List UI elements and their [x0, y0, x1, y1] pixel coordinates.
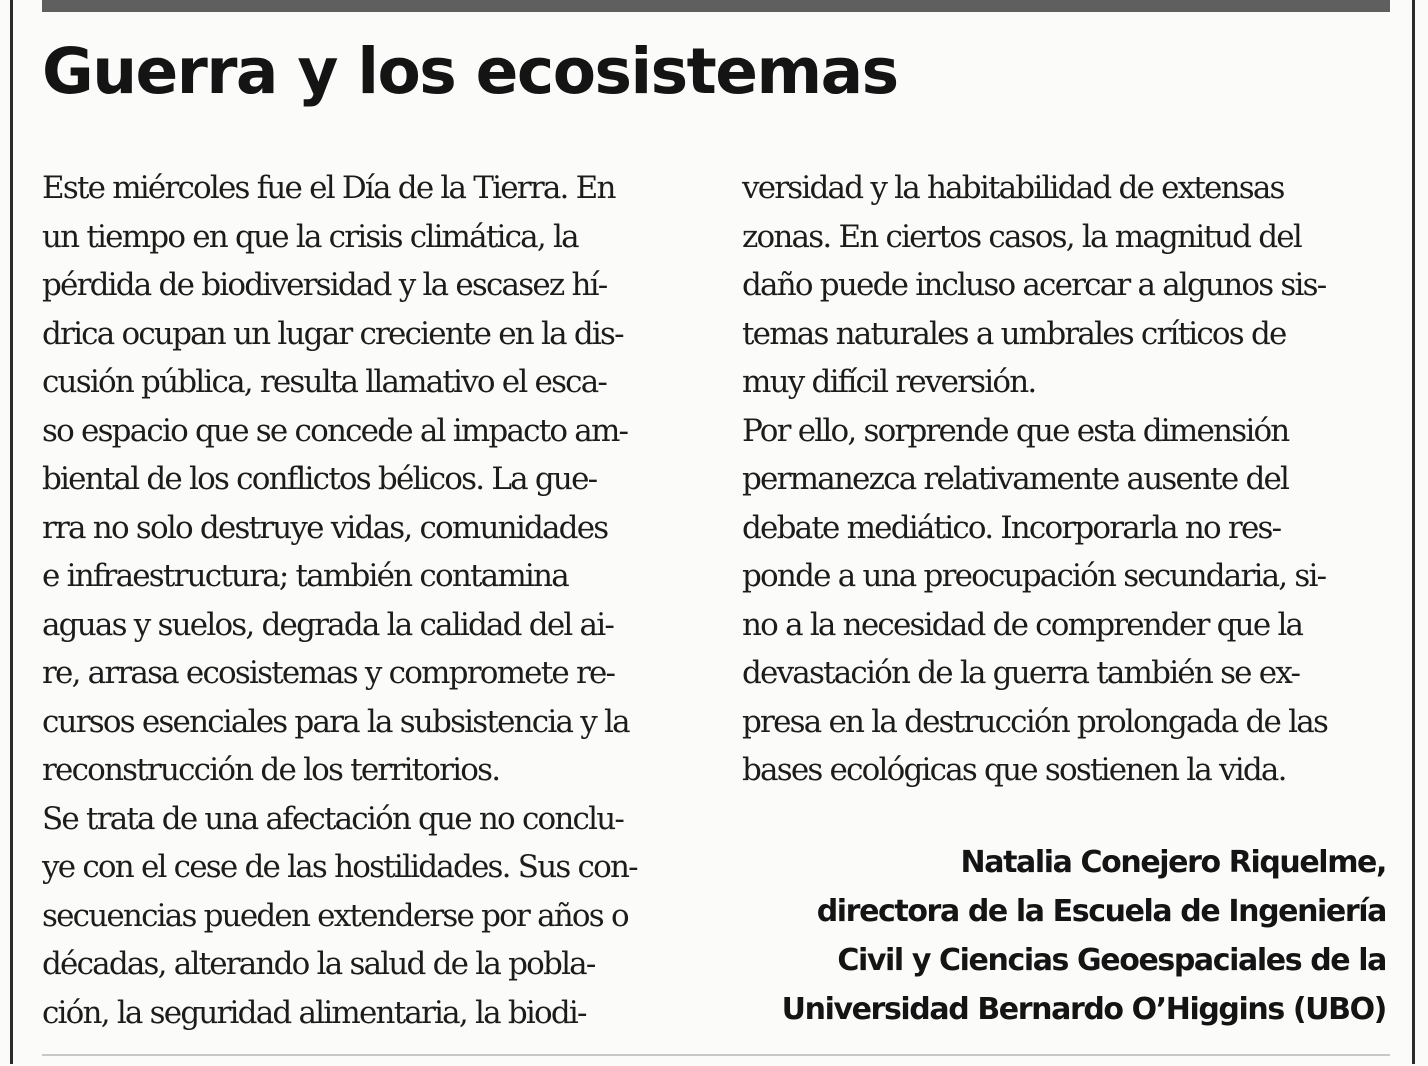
text-line: muy difícil reversión. — [742, 364, 1036, 400]
author-signature — [782, 838, 1386, 1034]
text-line: e infraestructura; también contamina — [42, 558, 568, 594]
author-title: Civil y Ciencias Geoespaciales de la — [837, 943, 1386, 978]
text-line: ción, la seguridad alimentaria, la biodi- — [42, 994, 586, 1031]
article-headline: Guerra y los ecosistemas — [42, 35, 898, 108]
text-line: pérdida de biodiversidad y la escasez hí- — [42, 267, 607, 303]
text-line: Se trata de una afectación que no conclu- — [42, 800, 624, 837]
text-line: cursos esenciales para la subsistencia y la — [42, 703, 629, 740]
text-line: presa en la destrucción prolongada de las — [742, 703, 1328, 740]
text-line: re, arrasa ecosistemas y compromete re- — [42, 655, 615, 691]
text-line: rra no solo destruye vidas, comunidades — [42, 509, 608, 546]
text-line: ye con el cese de las hostilidades. Sus con- — [42, 849, 637, 885]
text-line: temas naturales a umbrales críticos de — [742, 315, 1286, 352]
text-line: secuencias pueden extenderse por años o — [42, 897, 628, 934]
text-line: ponde a una preocupación secundaria, si- — [742, 558, 1326, 594]
text-line: daño puede incluso acercar a algunos sis- — [742, 267, 1326, 303]
text-line: décadas, alterando la salud de la pobla- — [42, 946, 595, 982]
page-border-right — [1412, 0, 1415, 1064]
text-line: aguas y suelos, degrada la calidad del ai- — [42, 606, 614, 643]
text-line: debate mediático. Incorporarla no res- — [742, 509, 1281, 546]
text-line: devastación de la guerra también se ex- — [742, 655, 1300, 691]
text-line: permanezca relativamente ausente del — [742, 461, 1289, 497]
text-line: no a la necesidad de comprender que la — [742, 606, 1303, 643]
article-column-left — [42, 164, 682, 1037]
text-line: reconstrucción de los territorios. — [42, 752, 500, 788]
text-line: bases ecológicas que sostienen la vida. — [742, 752, 1286, 788]
text-line: cusión pública, resulta llamativo el esca- — [42, 364, 607, 400]
text-line: zonas. En ciertos casos, la magnitud del — [742, 218, 1301, 255]
author-name: Natalia Conejero Riquelme, — [960, 845, 1386, 880]
bottom-rule — [42, 1054, 1390, 1066]
text-line: Por ello, sorprende que esta dimensión — [742, 412, 1289, 449]
article-column-right — [742, 164, 1382, 795]
text-line: drica ocupan un lugar creciente en la dis- — [42, 315, 623, 352]
text-line: versidad y la habitabilidad de extensas — [742, 170, 1284, 206]
section-top-bar — [42, 0, 1390, 12]
text-line: so espacio que se concede al impacto am- — [42, 412, 628, 449]
text-line: biental de los conflictos bélicos. La gue- — [42, 461, 597, 497]
text-line: Este miércoles fue el Día de la Tierra. En — [42, 170, 615, 206]
page-border-left — [10, 0, 13, 1064]
author-affiliation: Universidad Bernardo O’Higgins (UBO) — [781, 992, 1386, 1027]
text-line: un tiempo en que la crisis climática, la — [42, 218, 578, 255]
author-title: directora de la Escuela de Ingeniería — [816, 894, 1386, 929]
